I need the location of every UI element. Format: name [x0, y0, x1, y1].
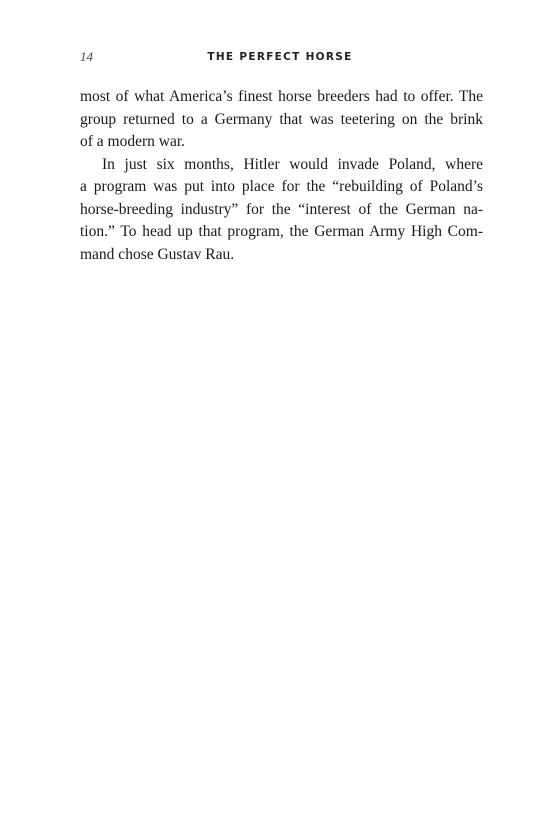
text-line: horse-breeding industry” for the “interest of the German na-	[80, 200, 483, 218]
paragraph	[80, 154, 483, 267]
page-number: 14	[80, 49, 93, 64]
text-line: tion.” To head up that program, the German Army High Com-	[80, 223, 483, 240]
text-line: of a modern war.	[80, 133, 186, 150]
text-line: group returned to a Germany that was teetering on the brink	[80, 110, 483, 128]
body-text	[80, 86, 483, 266]
paragraph	[80, 86, 483, 154]
running-head-title: THE PERFECT HORSE	[207, 51, 353, 63]
text-line: In just six months, Hitler would invade Poland, where	[102, 155, 483, 173]
text-line: a program was put into place for the “rebuilding of Poland’s	[80, 178, 483, 195]
text-line: mand chose Gustav Rau.	[80, 245, 235, 263]
text-line: most of what America’s finest horse breeders had to offer. The	[80, 88, 483, 105]
